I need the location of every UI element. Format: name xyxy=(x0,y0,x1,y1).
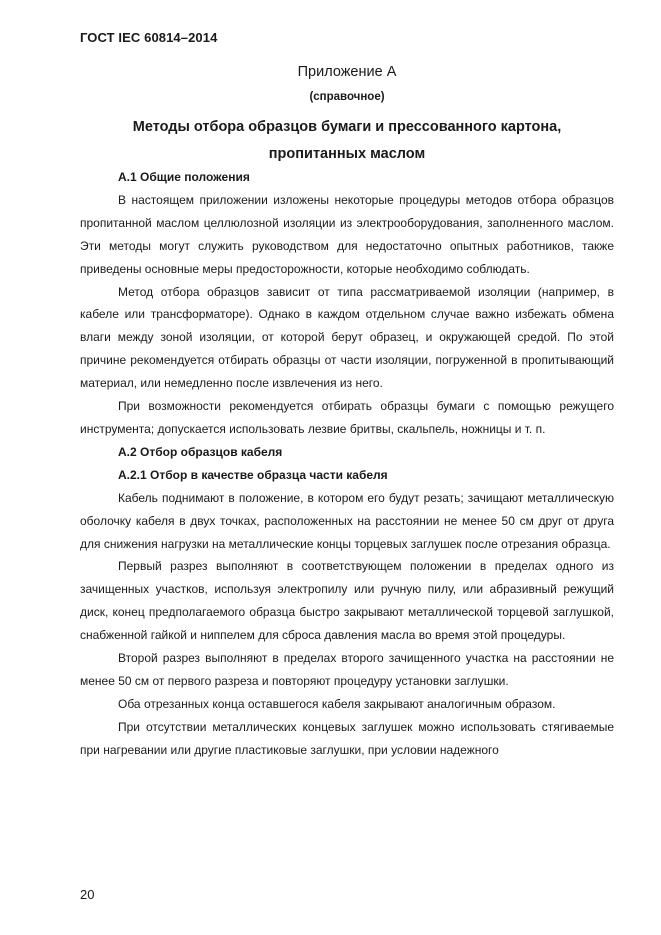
section-a21-heading: А.2.1 Отбор в качестве образца части кабеля xyxy=(118,467,388,482)
paragraph: Первый разрез выполняют в соответствующем положении в пределах одного из зачищенных участков, используя электропилу или ручную пилу, или абразивный режущий диск, конец предполагаемого образца быстро закрывают металлической торцевой заглушкой, снабженной гайкой и ниппелем для сброса давления масла во время этой процедуры. xyxy=(80,559,614,643)
paragraph: При отсутствии металлических концевых заглушек можно использовать стягиваемые при нагревании или другие пластиковые заглушки, при условии надежного xyxy=(80,719,614,757)
paragraph: При возможности рекомендуется отбирать образцы бумаги с помощью режущего инструмента; допускается использовать лезвие бритвы, скальпель, ножницы и т. п. xyxy=(80,399,614,436)
document-body xyxy=(80,166,614,762)
standard-header: ГОСТ IEC 60814–2014 xyxy=(80,30,218,45)
annex-title: Приложение А xyxy=(297,64,397,80)
paragraph: Оба отрезанных конца оставшегося кабеля закрывают аналогичным образом. xyxy=(118,696,556,711)
paragraph: Метод отбора образцов зависит от типа рассматриваемой изоляции (например, в кабеле или трансформаторе). Однако в каждом отдельном случае важно избежать обмена влаги между зоной изоляции, от которой берут образец, и окружающей средой. По этой причине рекомендуется отбирать образцы от части изоляции, погруженной в пропитывающий материал, или немедленно после извлечения из него. xyxy=(80,284,614,391)
section-a2-heading: А.2 Отбор образцов кабеля xyxy=(118,444,283,459)
annex-heading xyxy=(80,114,614,168)
annex-heading-line2: пропитанных маслом xyxy=(268,146,426,162)
paragraph: В настоящем приложении изложены некоторые процедуры методов отбора образцов пропитанной маслом целлюлозной изоляции из электрооборудования, заполненного маслом. Эти методы могут служить руководством для недостаточно опытных работников, также приведены основные меры предосторожности, которые необходимо соблюдать. xyxy=(80,192,614,276)
paragraph: Второй разрез выполняют в пределах второго зачищенного участка на расстоянии не менее 50 см от первого разреза и повторяют процедуру установки заглушки. xyxy=(80,651,614,688)
section-a1-heading: А.1 Общие положения xyxy=(118,170,250,184)
page-number: 20 xyxy=(80,887,95,902)
paragraph: Кабель поднимают в положение, в котором его будут резать; зачищают металлическую оболочку кабеля в двух точках, расположенных на расстоянии не менее 50 см друг от друга для снижения нагрузки на металлические концы торцевых заглушек после отрезания образца. xyxy=(80,490,614,551)
annex-heading-line1: Методы отбора образцов бумаги и прессованного картона, xyxy=(132,119,562,135)
annex-status: (справочное) xyxy=(309,91,385,103)
